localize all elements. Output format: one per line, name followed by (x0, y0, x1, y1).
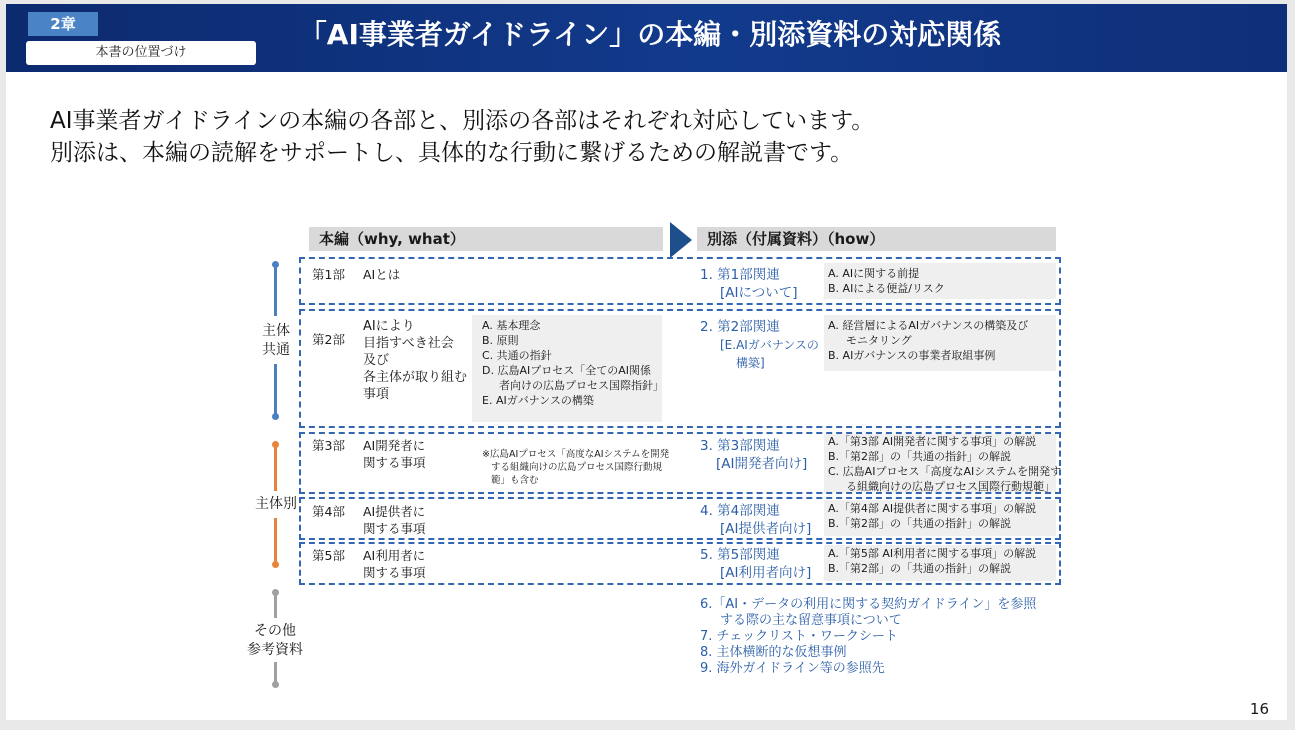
part5-items: A.「第5部 AI利用者に関する事項」の解説 B.「第2部」の「共通の指針」の解説 (828, 547, 1037, 575)
group-by-entity-label: 主体別 (255, 496, 297, 512)
page-number: 16 (1249, 700, 1269, 718)
group-common-label: 主体 共通 (262, 323, 290, 358)
common-line-upper (274, 264, 277, 316)
part1-appendix-title: 1. 第1部関連 [AIについて] (700, 267, 798, 301)
part3-items: A.「第3部 AI開発者に関する事項」の解説 B.「第2部」の「共通の指針」の解説 C. 広島AIプロセス「高度なAIシステムを開発す る組織向けの広島プロセス国際行動規範」 (828, 435, 1062, 493)
part4-items: A.「第4部 AI提供者に関する事項」の解説 B.「第2部」の「共通の指針」の解説 (828, 502, 1037, 530)
part3-label: 第3部 (312, 438, 345, 453)
others-line-upper (274, 592, 277, 618)
entity-line-lower (274, 518, 277, 564)
part5-appendix-title: 5. 第5部関連 [AI利用者向け] (700, 547, 812, 581)
part4-name: AI提供者に 関する事項 (363, 504, 426, 536)
part1-name: AIとは (363, 267, 401, 282)
intro-text (50, 105, 874, 169)
part4-appendix-title: 4. 第4部関連 [AI提供者向け] (700, 503, 812, 537)
common-line-lower (274, 364, 277, 416)
main-column-header: 本編（why, what） (309, 227, 663, 251)
page-title: 「AI事業者ガイドライン」の本編・別添資料の対応関係 (298, 18, 1002, 51)
appendix-column-header: 別添（付属資料）（how） (697, 227, 1056, 251)
part1-items: A. AIに関する前提 B. AIによる便益/リスク (828, 267, 945, 295)
intro-line-1: AI事業者ガイドラインの本編の各部と、別添の各部はそれぞれ対応しています。 (50, 108, 875, 134)
part4-label: 第4部 (312, 504, 345, 519)
entity-line-dot-bottom (272, 561, 279, 568)
part2-label: 第2部 (312, 332, 345, 347)
section-tag: 本書の位置づけ (26, 41, 256, 65)
others-list: 6.「AI・データの利用に関する契約ガイドライン」を参照 する際の主な留意事項について 7. チェックリスト・ワークシート 8. 主体横断的な仮想事例 9. 海外ガイドライン等の参照先 (700, 597, 1037, 676)
entity-line-upper (274, 444, 277, 491)
part2-sub-items: A. 基本理念 B. 原則 C. 共通の指針 D. 広島AIプロセス「全てのAI関係 者向けの広島プロセス国際指針」 E. AIガバナンスの構築 (482, 319, 664, 407)
intro-line-2: 別添は、本編の読解をサポートし、具体的な行動に繋げるための解説書です。 (50, 140, 854, 166)
common-line-dot-bottom (272, 413, 279, 420)
part3-note: ※広島AIプロセス「高度なAIシステムを開発 する組織向けの広島プロセス国際行動規 範」も含む (482, 449, 670, 486)
group-others-label: その他 参考資料 (247, 623, 303, 658)
part5-name: AI利用者に 関する事項 (363, 548, 426, 580)
part5-label: 第5部 (312, 548, 345, 563)
part3-appendix-title: 3. 第3部関連 [AI開発者向け] (700, 438, 808, 472)
part3-name: AI開発者に 関する事項 (363, 438, 426, 470)
part2-appendix-title: 2. 第2部関連 [E.AIガバナンスの 構築] (700, 319, 819, 370)
part2-name: AIにより 目指すべき社会 及び 各主体が取り組む 事項 (363, 319, 468, 402)
right-arrow-icon (670, 222, 692, 258)
part1-label: 第1部 (312, 267, 345, 282)
part2-items: A. 経営層によるAIガバナンスの構築及び モニタリング B. AIガバナンスの事業者取組事例 (828, 319, 1029, 362)
others-line-dot-bottom (272, 681, 279, 688)
chapter-badge: 2章 (28, 12, 98, 36)
